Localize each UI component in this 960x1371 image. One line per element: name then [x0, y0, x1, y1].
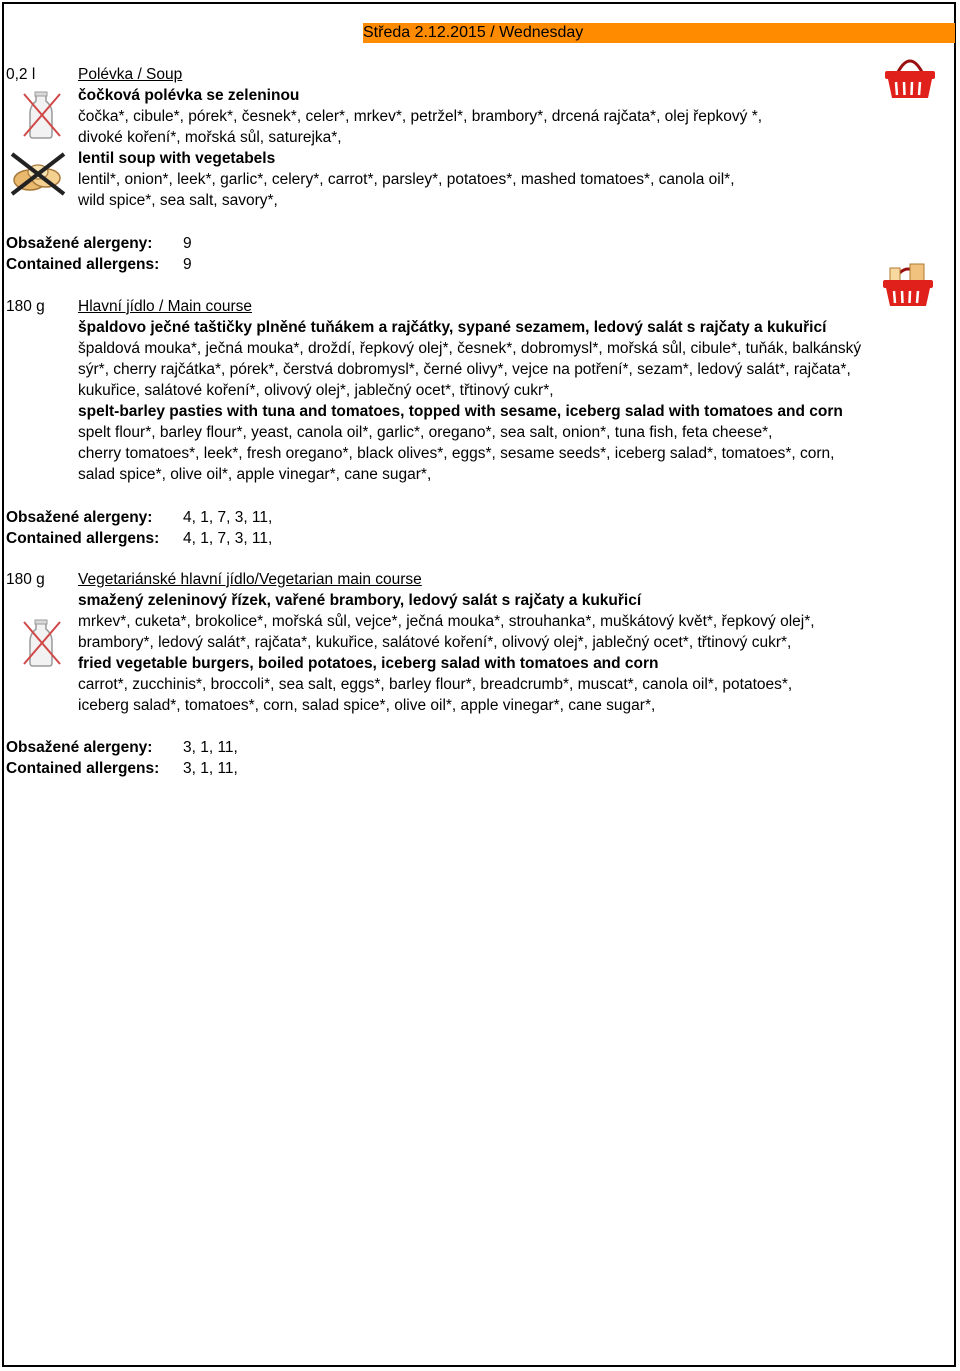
main-name-cz: špaldovo ječné taštičky plněné tuňákem a rajčátky, sypané sezamem, ledový salát s rajčaty a kukuřicí [78, 319, 827, 336]
main-ingredients-cz-line: kukuřice, salátové koření*, olivový olej*, jablečný ocet*, třtinový cukr*, [78, 382, 554, 399]
soup-name-cz: čočková polévka se zeleninou [78, 87, 300, 104]
soup-category: Polévka / Soup [78, 66, 183, 83]
veg-allergens-cz-label: Obsažené alergeny: [6, 739, 153, 756]
main-name-en: spelt-barley pasties with tuna and tomatoes, topped with sesame, iceberg salad with tomatoes and corn [78, 403, 843, 420]
main-ingredients-en-line: cherry tomatoes*, leek*, fresh oregano*, black olives*, eggs*, sesame seeds*, iceberg salad*, tomatoes*, corn, [78, 445, 835, 462]
basket-full-icon [880, 258, 936, 308]
main-allergens-en-label: Contained allergens: [6, 530, 160, 547]
soup-ingredients-en-line: lentil*, onion*, leek*, garlic*, celery*, carrot*, parsley*, potatoes*, mashed tomatoes*, canola oil*, [78, 171, 735, 188]
main-allergens-en-value: 4, 1, 7, 3, 11, [183, 530, 273, 547]
veg-ingredients-cz-line: mrkev*, cuketa*, brokolice*, mořská sůl, vejce*, ječná mouka*, strouhanka*, muškátový květ*, řepkový olej*, [78, 613, 815, 630]
soup-allergens-en-label: Contained allergens: [6, 256, 160, 273]
soup-allergens-en-value: 9 [183, 256, 192, 273]
main-category: Hlavní jídlo / Main course [78, 298, 253, 315]
soup-name-en: lentil soup with vegetabels [78, 150, 276, 167]
veg-allergens-en-value: 3, 1, 11, [183, 760, 238, 777]
main-portion: 180 g [6, 298, 45, 315]
veg-ingredients-en-line: iceberg salad*, tomatoes*, corn, salad spice*, olive oil*, apple vinegar*, cane sugar*, [78, 697, 656, 714]
soup-portion: 0,2 l [6, 66, 36, 83]
date-header: Středa 2.12.2015 / Wednesday [363, 24, 584, 41]
soup-ingredients-en-line: wild spice*, sea salt, savory*, [78, 192, 278, 209]
veg-category: Vegetariánské hlavní jídlo/Vegetarian main course [78, 571, 422, 588]
soup-allergens-cz-label: Obsažené alergeny: [6, 235, 153, 252]
soup-allergens-cz-value: 9 [183, 235, 192, 252]
no-gluten-icon [8, 150, 68, 198]
veg-allergens-cz-value: 3, 1, 11, [183, 739, 238, 756]
main-ingredients-cz-line: špaldová mouka*, ječná mouka*, droždí, řepkový olej*, česnek*, dobromysl*, mořská sůl, cibule*, tuňák, balkánský [78, 340, 862, 357]
soup-ingredients-cz-line: divoké koření*, mořská sůl, saturejka*, [78, 129, 342, 146]
no-milk-icon [20, 90, 64, 140]
veg-name-cz: smažený zeleninový řízek, vařené brambory, ledový salát s rajčaty a kukuřicí [78, 592, 642, 609]
main-allergens-cz-value: 4, 1, 7, 3, 11, [183, 509, 273, 526]
main-allergens-cz-label: Obsažené alergeny: [6, 509, 153, 526]
soup-ingredients-cz-line: čočka*, cibule*, pórek*, česnek*, celer*, mrkev*, petržel*, brambory*, drcená rajčata*, olej řepkový *, [78, 108, 763, 125]
main-ingredients-cz-line: sýr*, cherry rajčátka*, pórek*, čerstvá dobromysl*, černé olivy*, vejce na potření*, sezam*, ledový salát*, rajčata*, [78, 361, 851, 378]
veg-name-en: fried vegetable burgers, boiled potatoes, iceberg salad with tomatoes and corn [78, 655, 659, 672]
no-milk-icon [20, 618, 64, 668]
main-ingredients-en-line: spelt flour*, barley flour*, yeast, canola oil*, garlic*, oregano*, sea salt, onion*, tuna fish, feta cheese*, [78, 424, 773, 441]
veg-allergens-en-label: Contained allergens: [6, 760, 160, 777]
veg-ingredients-cz-line: brambory*, ledový salát*, rajčata*, kukuřice, salátové koření*, olivový olej*, jablečný ocet*, třtinový cukr*, [78, 634, 792, 651]
basket-icon [882, 54, 938, 100]
veg-portion: 180 g [6, 571, 45, 588]
veg-ingredients-en-line: carrot*, zucchinis*, broccoli*, sea salt, eggs*, barley flour*, breadcrumb*, muscat*, canola oil*, potatoes*, [78, 676, 793, 693]
main-ingredients-en-line: salad spice*, olive oil*, apple vinegar*, cane sugar*, [78, 466, 432, 483]
